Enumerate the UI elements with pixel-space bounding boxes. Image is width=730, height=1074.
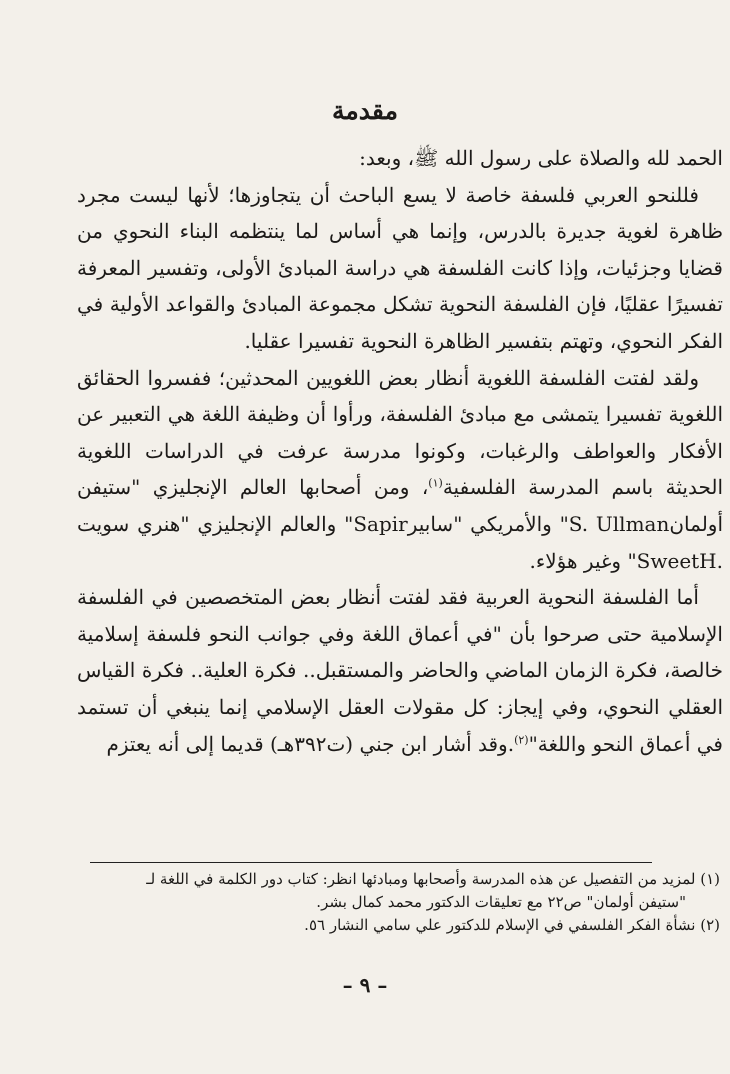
- paragraph-3-part-a: أما الفلسفة النحوية العربية فقد لفتت أنظار بعض المتخصصين في الفلسفة الإسلامية حتى صرحوا بأن "في أعماق اللغة وفي جوانب النحو فلسفة إسلامية خالصة، فكرة الزمان الماضي والحاضر والمستقبل.. فكرة العلية.. فكرة القياس العقلي النحوي، وفي إيجاز: كل مقولات العقل الإسلامي إنما ينبغي أن تستمد في أعماق النحو واللغة": [77, 585, 723, 756]
- page-number: – ٩ –: [342, 973, 388, 997]
- footnote-1-line-1: (١) لمزيد من التفصيل عن هذه المدرسة وأصحابها ومبادئها انظر: كتاب دور الكلمة في اللغة لـ: [146, 870, 720, 888]
- footnote-2: (٢) نشأة الفكر الفلسفي في الإسلام للدكتور علي سامي النشار ٥٦.: [304, 916, 720, 934]
- footnote-1-line-2: "ستيفن أولمان" ص٢٢ مع تعليقات الدكتور محمد كمال بشر.: [316, 893, 686, 911]
- paragraph-2-part-b: ، ومن أصحابها العالم الإنجليزي "ستيفن أولمانS. Ullman" والأمريكي "سابيرSapir" والعالم الإنجليزي "هنري سويت .SweetH" وغير هؤلاء.: [77, 475, 723, 573]
- page-title: مقدمة: [332, 96, 398, 125]
- footnote-ref-1: (١): [428, 476, 443, 490]
- main-text: [77, 140, 723, 762]
- paragraph-2: [77, 360, 723, 580]
- footnote-ref-2: (٢): [514, 732, 529, 746]
- paragraph-opening: الحمد لله والصلاة على رسول الله ﷺ، وبعد:: [359, 146, 723, 170]
- paragraph-2-part-a: ولقد لفتت الفلسفة اللغوية أنظار بعض اللغويين المحدثين؛ ففسروا الحقائق اللغوية تفسيرا يتمشى مع مبادئ الفلسفة، ورأوا أن وظيفة اللغة هي التعبير عن الأفكار والعواطف والرغبات، وكونوا مدرسة عرفت في الدراسات اللغوية الحديثة باسم المدرسة الفلسفية: [77, 365, 723, 500]
- paragraph-3-part-b: .وقد أشار ابن جني (ت٣٩٢هـ) قديما إلى أنه يعتزم: [106, 731, 515, 756]
- paragraph-3: [77, 579, 723, 762]
- paragraph-1: فللنحو العربي فلسفة خاصة لا يسع الباحث أن يتجاوزها؛ لأنها ليست مجرد ظاهرة لغوية جديرة بالدرس، وإنما هي أساس لما ينتظمه البناء النحوي من قضايا وجزئيات، وإذا كانت الفلسفة هي دراسة المبادئ الأولى، وتفسير المعرفة تفسيرًا عقليًا، فإن الفلسفة النحوية تشكل مجموعة المبادئ والقواعد الأولية في الفكر النحوي، وتهتم بتفسير الظاهرة النحوية تفسيرا عقليا.: [77, 182, 723, 353]
- footnote-divider: [90, 862, 652, 863]
- footnotes: [90, 868, 720, 937]
